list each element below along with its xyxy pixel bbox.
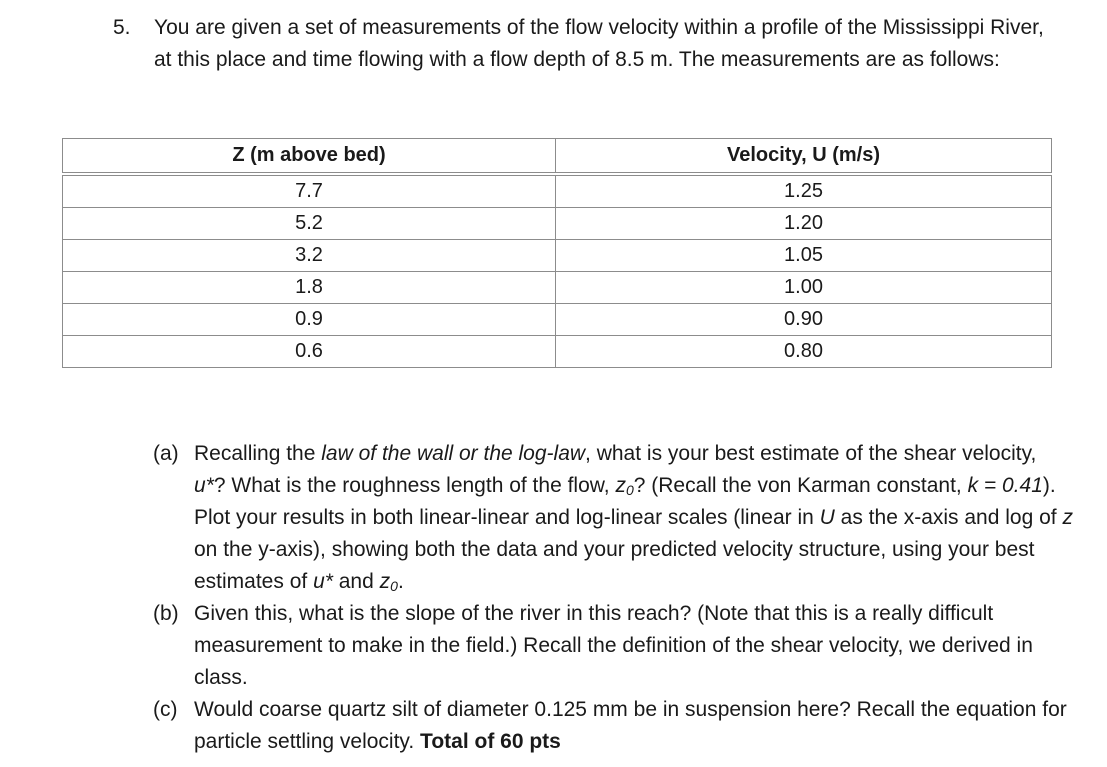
problem-number: 5. [113,16,131,39]
text-run-italic: law of the wall or the log-law [321,442,586,465]
text-run-italic: U [819,506,835,529]
table-row [63,304,1052,336]
measurements-table [62,138,1052,368]
table-header-row [63,139,1052,175]
cell-velocity: 1.25 [556,174,1052,208]
problem-intro: You are given a set of measurements of the flow velocity within a profile of the Mississippi River, at this place and time flowing with a flow depth of 8.5 m. The measurements are as follows: [154,16,1044,71]
subscript: 0 [390,578,398,594]
text-run: ? What is the roughness length of the flow, [213,474,616,497]
question-c [153,694,1073,758]
cell-z: 0.6 [63,336,556,368]
question-c-text: Would coarse quartz silt of diameter 0.125 mm be in suspension here? Recall the equation for particle settling velocity. [194,698,1067,753]
text-run: ? (Recall the von Karman constant, [633,474,968,497]
text-run-italic: z [1062,506,1073,529]
table-row [63,272,1052,304]
text-run: as the x-axis and log of [834,506,1063,529]
total-points: Total of 60 pts [420,730,561,753]
cell-z: 3.2 [63,240,556,272]
cell-velocity: 0.80 [556,336,1052,368]
table-row [63,174,1052,208]
table-row [63,208,1052,240]
text-run: on the y-axis), showing both the data and your predicted velocity structure, using your best estimates of [194,538,1035,593]
text-run-italic: u* [194,474,214,497]
text-run-italic: u* [313,570,333,593]
cell-z: 5.2 [63,208,556,240]
cell-velocity: 1.05 [556,240,1052,272]
text-run: ). Plot your results in both linear-linear and log-linear scales (linear in [194,474,1056,529]
question-a-text [194,438,1073,598]
question-a [153,438,1073,598]
header-z: Z (m above bed) [63,139,556,175]
cell-z: 1.8 [63,272,556,304]
text-run: and [332,570,380,593]
text-run: . [397,570,404,593]
question-c-body [194,694,1073,758]
question-a-label: (a) [153,442,179,465]
text-run-italic: z [615,474,626,497]
header-velocity: Velocity, U (m/s) [556,139,1052,175]
cell-z: 7.7 [63,174,556,208]
question-b [153,598,1073,694]
text-run-italic: z [379,570,391,593]
subscript: 0 [625,482,634,498]
text-run-italic: k = 0.41 [967,474,1043,497]
table-row [63,336,1052,368]
text-run: , what is your best estimate of the shear velocity, [585,442,1037,465]
cell-velocity: 1.20 [556,208,1052,240]
question-b-label: (b) [153,602,179,625]
question-b-text: Given this, what is the slope of the river in this reach? (Note that this is a really difficult measurement to make in the field.) Recall the definition of the shear velocity, we derived in class. [194,602,1033,689]
question-c-label: (c) [153,698,178,721]
cell-velocity: 1.00 [556,272,1052,304]
question-list [153,438,1073,758]
cell-z: 0.9 [63,304,556,336]
cell-velocity: 0.90 [556,304,1052,336]
text-run: Recalling the [194,442,322,465]
table-row [63,240,1052,272]
